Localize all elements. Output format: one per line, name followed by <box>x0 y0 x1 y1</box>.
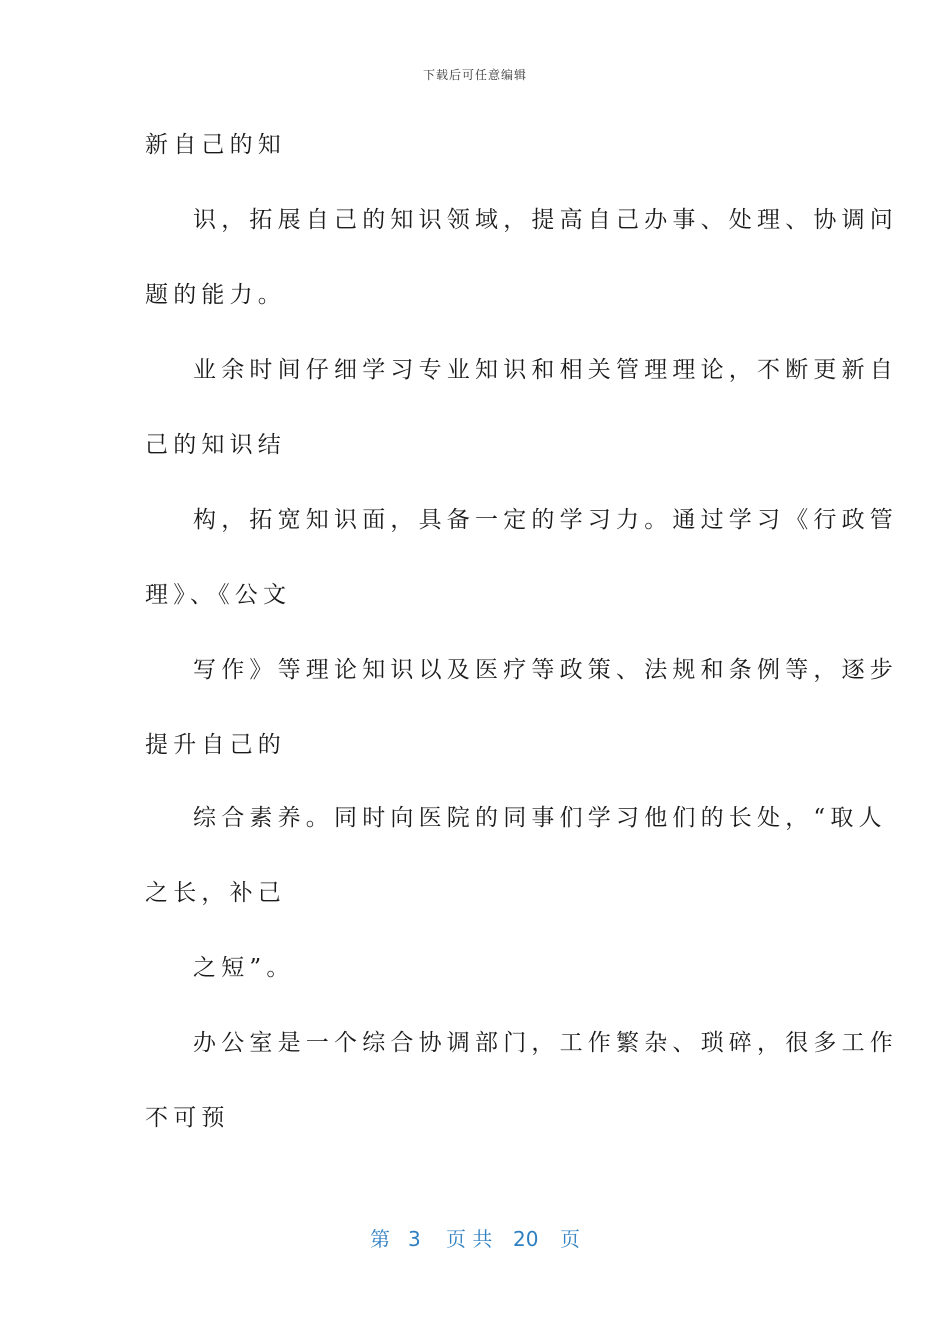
footer-label-ye-gong: 页 共 <box>446 1227 493 1251</box>
current-page-number: 3 <box>408 1227 421 1251</box>
text-line: 之长，补己 <box>145 880 286 906</box>
text-line: 写作》等理论知识以及医疗等政策、法规和条例等，逐步 <box>193 657 898 683</box>
text-line: 之短”。 <box>193 955 295 981</box>
text-line: 业余时间仔细学习专业知识和相关管理理论，不断更新自 <box>193 357 898 383</box>
text-line: 题的能力。 <box>145 282 286 308</box>
total-pages-number: 20 <box>513 1227 539 1251</box>
text-line: 提升自己的 <box>145 732 286 758</box>
footer-label-di: 第 <box>370 1227 390 1251</box>
text-line: 己的知识结 <box>145 432 286 458</box>
page-header-note: 下载后可任意编辑 <box>422 68 527 82</box>
text-line: 构，拓宽知识面，具备一定的学习力。通过学习《行政管 <box>193 507 898 533</box>
text-line: 识，拓展自己的知识领域，提高自己办事、处理、协调问 <box>193 207 898 233</box>
text-line: 办公室是一个综合协调部门，工作繁杂、琐碎，很多工作 <box>193 1030 898 1056</box>
text-line: 新自己的知 <box>145 132 286 158</box>
text-line: 理》、《公文 <box>145 582 292 608</box>
text-line: 综合素养。同时向医院的同事们学习他们的长处，“取人 <box>193 805 887 831</box>
text-line: 不可预 <box>145 1105 230 1131</box>
footer-label-ye: 页 <box>560 1227 580 1251</box>
